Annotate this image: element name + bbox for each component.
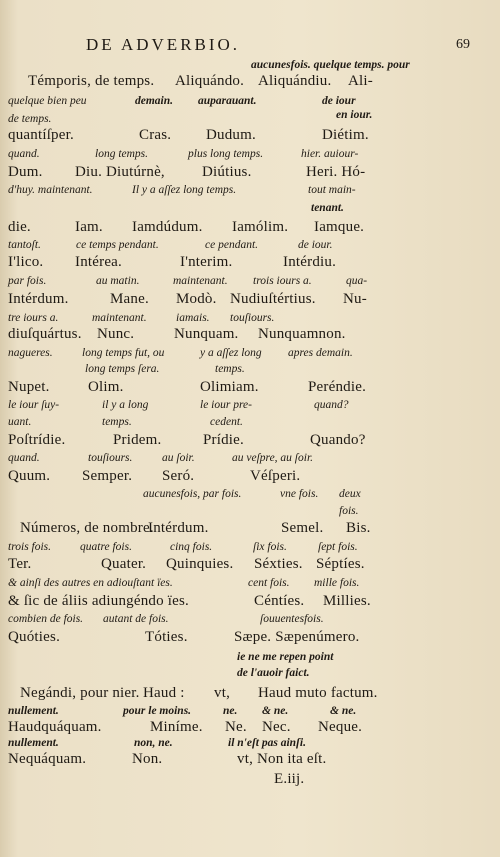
french-gloss: long temps.: [95, 148, 149, 160]
latin-word: Ne.: [225, 719, 247, 735]
french-gloss: & ainſi des autres en adiouſtant ïes.: [8, 577, 173, 589]
french-gloss: ce temps pendant.: [76, 239, 159, 251]
latin-word: Seró.: [162, 468, 195, 484]
french-gloss: tenant.: [311, 202, 344, 214]
latin-word: Millies.: [323, 593, 371, 609]
french-gloss: long temps ſera.: [85, 363, 160, 375]
french-gloss: y a aſſez long: [200, 347, 262, 359]
latin-word: Diútius.: [202, 164, 252, 180]
french-gloss: par fois.: [8, 275, 47, 287]
french-gloss: fois.: [339, 505, 359, 517]
french-gloss: aucunesfois, par fois.: [143, 488, 242, 500]
latin-word: Bis.: [346, 520, 371, 536]
french-gloss: non, ne.: [134, 737, 173, 749]
french-gloss: tout main-: [308, 184, 356, 196]
latin-word: quantíſper.: [8, 127, 74, 143]
french-gloss: demain.: [135, 95, 174, 107]
french-gloss: & ne.: [330, 705, 357, 717]
french-gloss: temps.: [215, 363, 245, 375]
french-gloss: deux: [339, 488, 361, 500]
french-gloss: iamais.: [176, 312, 210, 324]
french-gloss: trois fois.: [8, 541, 52, 553]
latin-word: Prídie.: [203, 432, 244, 448]
french-gloss: auparauant.: [198, 95, 257, 107]
latin-word: Dudum.: [206, 127, 256, 143]
french-gloss: mille fois.: [314, 577, 360, 589]
latin-word: Peréndie.: [308, 379, 367, 395]
latin-word: vt,: [214, 685, 231, 701]
french-gloss: autant de fois.: [103, 613, 169, 625]
latin-word: Neque.: [318, 719, 363, 735]
latin-word: Olim.: [88, 379, 124, 395]
french-gloss: nagueres.: [8, 347, 53, 359]
latin-word: Quando?: [310, 432, 366, 448]
latin-word: Témporis, de temps.: [28, 73, 155, 89]
french-gloss: au matin.: [96, 275, 140, 287]
french-gloss: de temps.: [8, 113, 52, 125]
latin-word: Séxties.: [254, 556, 303, 572]
latin-word: Números, de nombre.: [20, 520, 154, 536]
french-gloss: cedent.: [210, 416, 243, 428]
latin-word: Intérea.: [75, 254, 122, 270]
french-gloss: ſept fois.: [318, 541, 358, 553]
latin-word: Intérdiu.: [283, 254, 337, 270]
latin-word: Iamdúdum.: [132, 219, 203, 235]
latin-word: Nequáquam.: [8, 751, 87, 767]
french-gloss: quand?: [314, 399, 349, 411]
latin-word: Intérdum.: [148, 520, 209, 536]
french-gloss: de l'auoir faict.: [237, 667, 310, 679]
french-gloss: ne.: [223, 705, 238, 717]
french-gloss: touſiours.: [88, 452, 133, 464]
french-gloss: pour le moins.: [123, 705, 192, 717]
latin-word: Mane.: [110, 291, 149, 307]
french-gloss: qua-: [346, 275, 368, 287]
signature-mark: E.iij.: [274, 771, 305, 787]
french-gloss: Il y a aſſez long temps.: [132, 184, 237, 196]
latin-word: Aliquándiu.: [258, 73, 332, 89]
french-gloss: apres demain.: [288, 347, 353, 359]
latin-word: Quater.: [101, 556, 147, 572]
french-gloss: maintenant.: [173, 275, 228, 287]
french-gloss: quand.: [8, 148, 40, 160]
latin-word: Haud :: [143, 685, 185, 701]
latin-word: vt, Non ita eſt.: [237, 751, 327, 767]
latin-word: Olimiam.: [200, 379, 259, 395]
french-gloss: de iour: [322, 95, 356, 107]
latin-word: Iamólim.: [232, 219, 289, 235]
latin-word: Iam.: [75, 219, 103, 235]
latin-word: Cras.: [139, 127, 172, 143]
latin-word: Tóties.: [145, 629, 188, 645]
page-number: 69: [456, 37, 470, 52]
french-gloss: aucunesfois. quelque temps. pour: [251, 59, 410, 71]
latin-word: & ſic de áliis adiungéndo ïes.: [8, 593, 189, 609]
latin-word: Diu. Diutúrnè,: [75, 164, 165, 180]
latin-word: Nunquam.: [174, 326, 239, 342]
french-gloss: au veſpre, au ſoir.: [232, 452, 314, 464]
running-head: DE ADVERBIO.: [86, 35, 241, 54]
latin-word: Miníme.: [150, 719, 203, 735]
latin-word: Nec.: [262, 719, 291, 735]
french-gloss: ſouuentesfois.: [260, 613, 324, 625]
french-gloss: tantoſt.: [8, 239, 41, 251]
french-gloss: nullement.: [8, 705, 59, 717]
french-gloss: au ſoir.: [162, 452, 195, 464]
french-gloss: hier. auiour-: [301, 148, 359, 160]
french-gloss: touſiours.: [230, 312, 275, 324]
french-gloss: quand.: [8, 452, 40, 464]
latin-word: Pridem.: [113, 432, 162, 448]
latin-word: Ali-: [348, 73, 373, 89]
latin-word: Poſtrídie.: [8, 432, 66, 448]
latin-word: Diétim.: [322, 127, 369, 143]
latin-word: Nunc.: [97, 326, 135, 342]
french-gloss: long temps fut, ou: [82, 347, 165, 359]
latin-word: Modò.: [176, 291, 217, 307]
latin-word: Ter.: [8, 556, 32, 572]
latin-word: Heri. Hó-: [306, 164, 366, 180]
latin-word: I'lico.: [8, 254, 44, 270]
latin-word: Haud muto factum.: [258, 685, 378, 701]
latin-word: Intérdum.: [8, 291, 69, 307]
french-gloss: ce pendant.: [205, 239, 259, 251]
french-gloss: maintenant.: [92, 312, 147, 324]
latin-word: Nudiuſtértius.: [230, 291, 316, 307]
latin-word: Non.: [132, 751, 163, 767]
latin-word: Iamque.: [314, 219, 365, 235]
latin-word: Nunquamnon.: [258, 326, 346, 342]
french-gloss: quatre fois.: [80, 541, 132, 553]
latin-word: Séptíes.: [316, 556, 365, 572]
french-gloss: trois iours a.: [253, 275, 312, 287]
french-gloss: vne fois.: [280, 488, 319, 500]
latin-word: diuſquártus.: [8, 326, 82, 342]
french-gloss: le iour ſuy-: [8, 399, 60, 411]
french-gloss: ſix fois.: [253, 541, 287, 553]
french-gloss: temps.: [102, 416, 132, 428]
latin-word: Quum.: [8, 468, 51, 484]
latin-word: Quóties.: [8, 629, 61, 645]
latin-word: Semper.: [82, 468, 133, 484]
latin-word: Aliquándo.: [175, 73, 245, 89]
french-gloss: combien de fois.: [8, 613, 84, 625]
french-gloss: il n'eſt pas ainſi.: [228, 737, 306, 749]
french-gloss: tre iours a.: [8, 312, 59, 324]
french-gloss: quelque bien peu: [8, 95, 87, 107]
latin-word: Dum.: [8, 164, 43, 180]
french-gloss: de iour.: [298, 239, 333, 251]
french-gloss: d'huy. maintenant.: [8, 184, 93, 196]
latin-word: Sæpe. Sæpenúmero.: [234, 629, 360, 645]
latin-word: die.: [8, 219, 31, 235]
french-gloss: en iour.: [336, 109, 373, 121]
french-gloss: & ne.: [262, 705, 289, 717]
latin-word: Nu-: [343, 291, 367, 307]
french-gloss: ie ne me repen point: [237, 651, 334, 663]
french-gloss: le iour pre-: [200, 399, 252, 411]
latin-word: Véſperi.: [250, 468, 301, 484]
latin-word: Semel.: [281, 520, 324, 536]
french-gloss: plus long temps.: [188, 148, 264, 160]
latin-word: Haudquáquam.: [8, 719, 102, 735]
french-gloss: uant.: [8, 416, 32, 428]
latin-word: Céntíes.: [254, 593, 305, 609]
latin-word: I'nterim.: [180, 254, 233, 270]
french-gloss: cent fois.: [248, 577, 290, 589]
french-gloss: nullement.: [8, 737, 59, 749]
latin-word: Nupet.: [8, 379, 50, 395]
french-gloss: cinq fois.: [170, 541, 213, 553]
french-gloss: il y a long: [102, 399, 149, 411]
latin-word: Quinquies.: [166, 556, 234, 572]
latin-word: Negándi, pour nier.: [20, 685, 140, 701]
